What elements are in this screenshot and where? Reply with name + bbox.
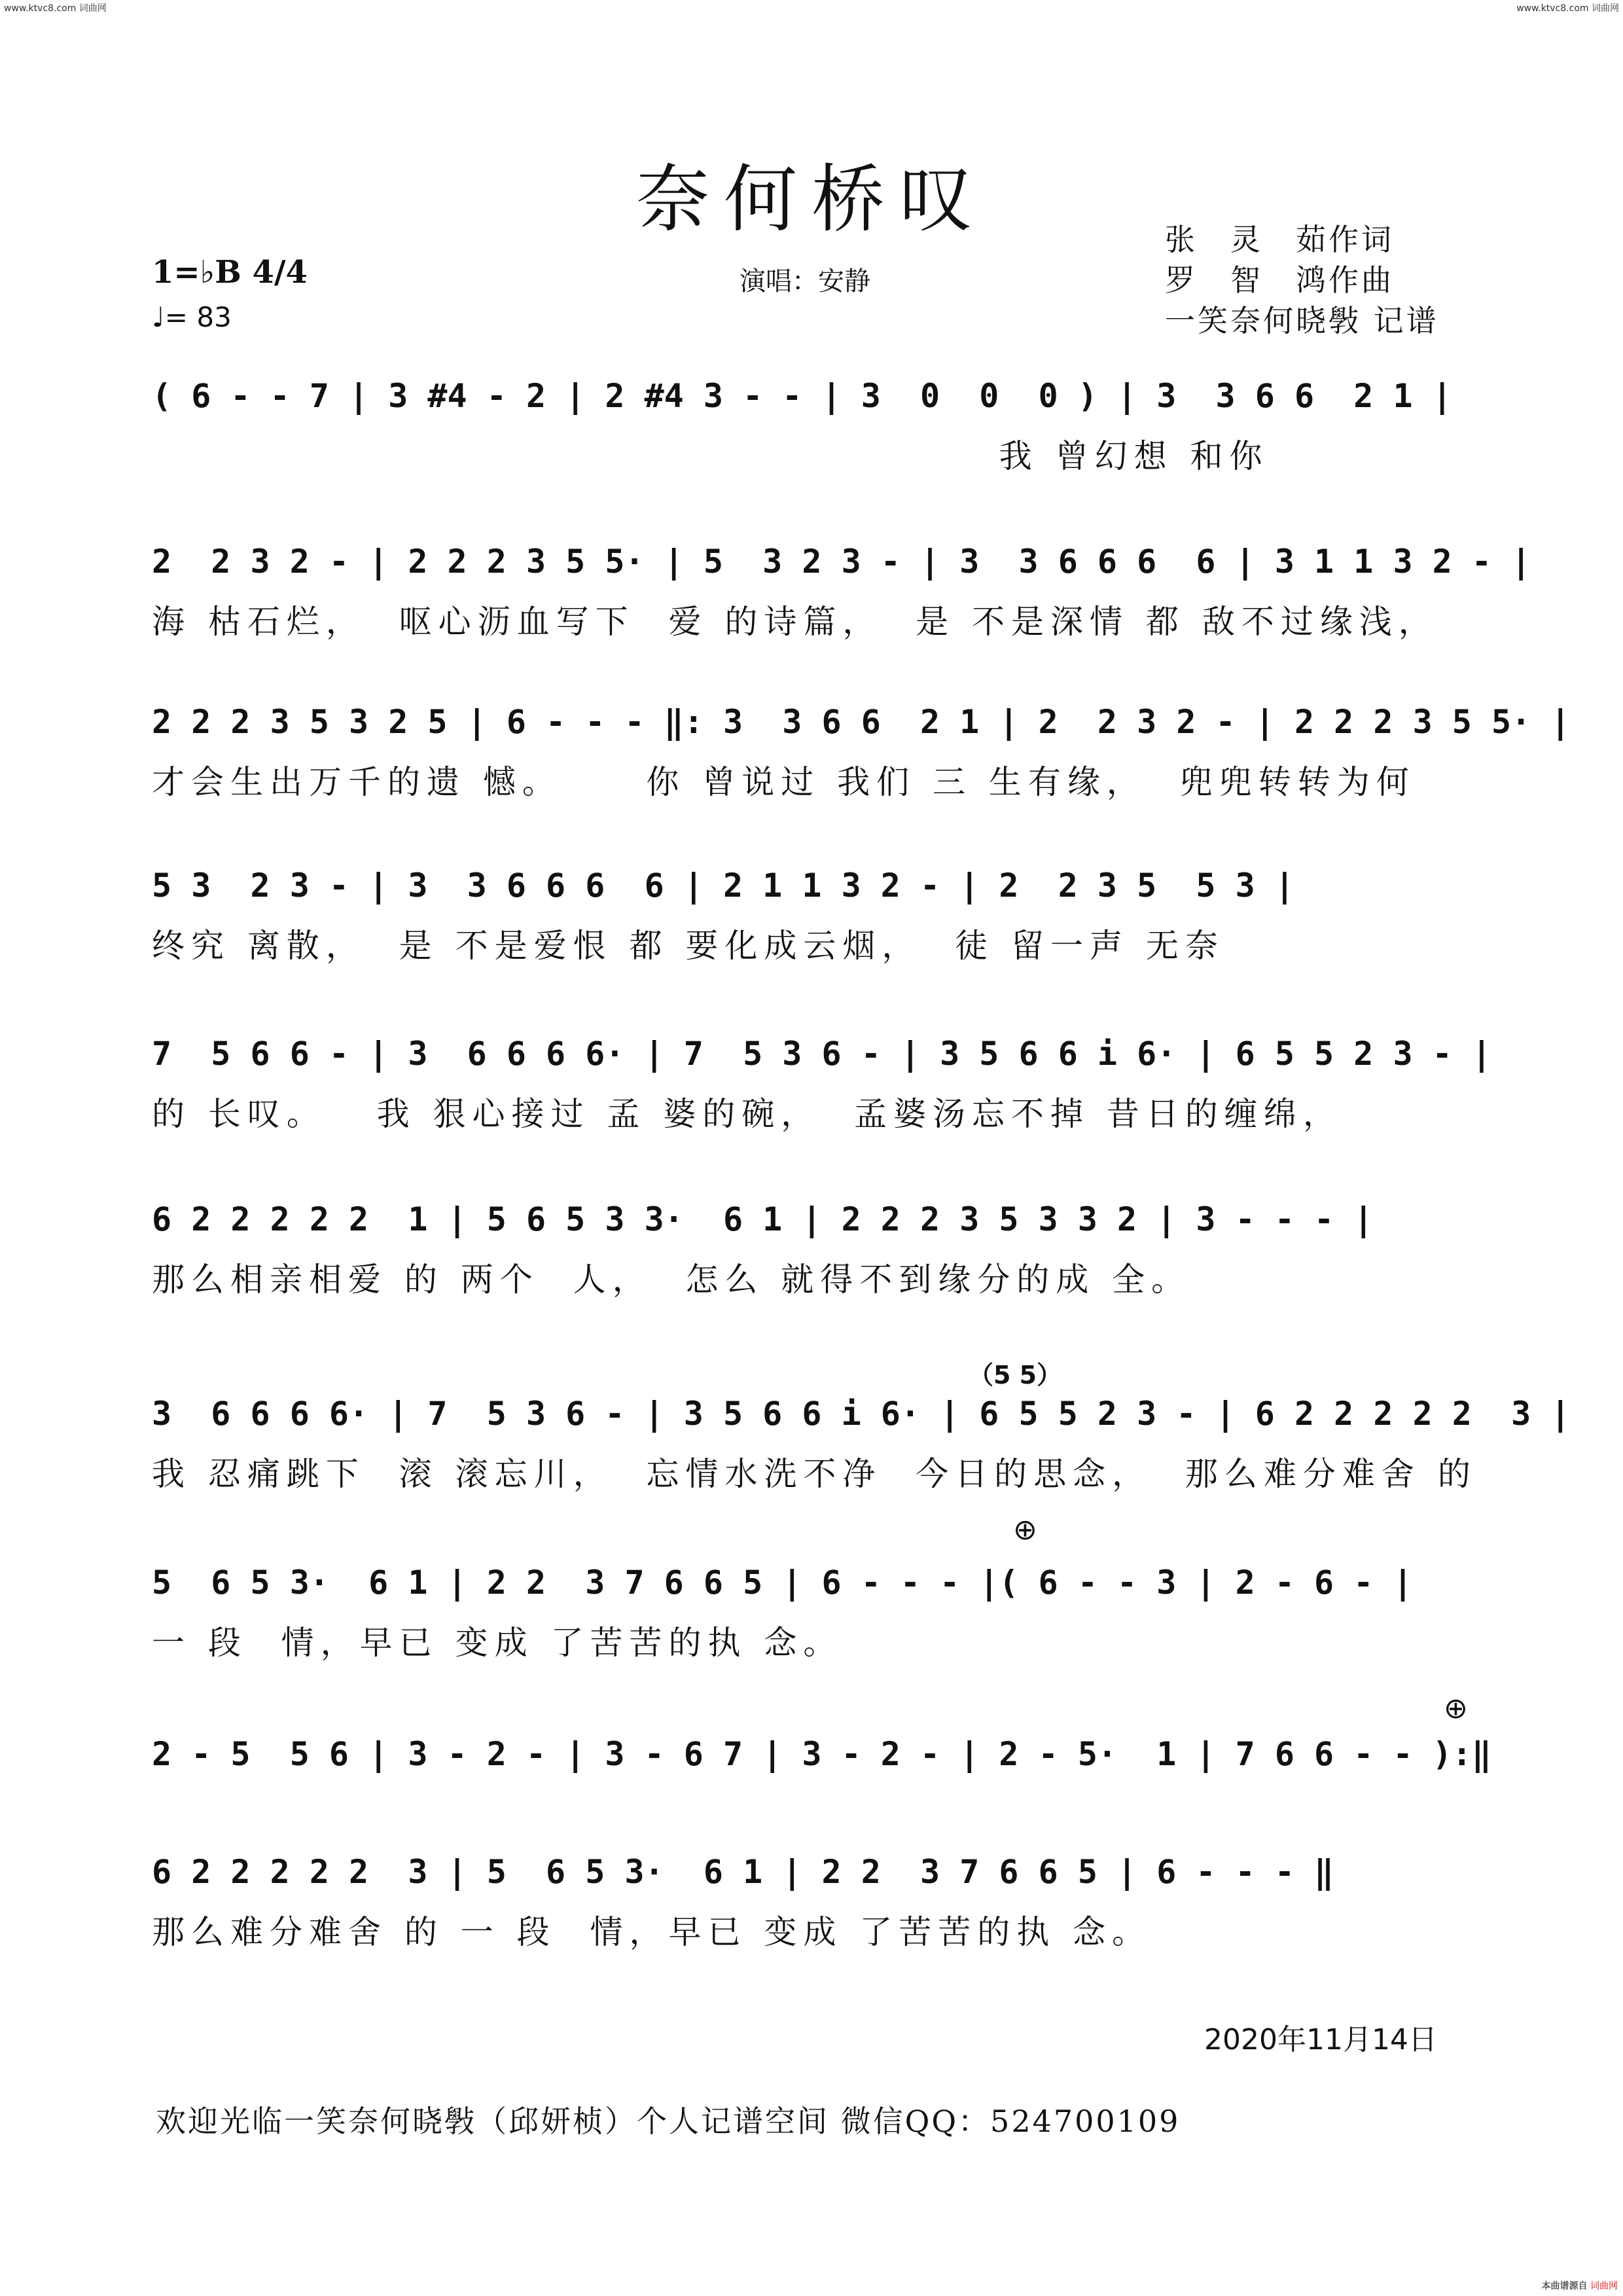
tempo-marking: ♩= 83 (152, 301, 232, 333)
lyrics-line: 的 长叹。 我 狠心接过 孟 婆的碗， 孟婆汤忘不掉 昔日的缠绵， (152, 1095, 1342, 1133)
notes-line: 6 2 2 2 2 2 3 | 5 6 5 3· 6 1 | 2 2 3 7 6 6 5 | 6 - - - ‖ (152, 1853, 1334, 1891)
lyricist-credit: 张 灵 茹作词 (1165, 222, 1394, 257)
date-stamp: 2020年11月14日 (1204, 2023, 1437, 2056)
lyrics-line: 我 忍痛跳下 滚 滚忘川， 忘情水洗不净 今日的思念， 那么难分难舍 的 (152, 1455, 1477, 1493)
ossia-notes: （5 5） (969, 1361, 1062, 1390)
notes-line: 5 3 2 3 - | 3 3 6 6 6 6 | 2 1 1 3 2 - | 2 2 3 5 5 3 | (152, 867, 1294, 905)
song-title: 奈何桥叹 (636, 157, 987, 242)
notes-line: 6 2 2 2 2 2 1 | 5 6 5 3 3· 6 1 | 2 2 2 3 5 3 3 2 | 3 - - - | (152, 1200, 1374, 1238)
coda-sign-icon: ⊕ (1444, 1692, 1468, 1725)
key-signature: 1=♭B 4/4 (152, 254, 308, 291)
lyrics-line: 那么相亲相爱 的 两个 人， 怎么 就得不到缘分的成 全。 (152, 1261, 1191, 1299)
source-badge-site: 词曲网 (1590, 2281, 1618, 2291)
watermark-left: www.ktvc8.com 词曲网 (4, 3, 107, 14)
lyrics-line: 我 曾幻想 和你 (152, 437, 1269, 475)
notes-line: 2 2 2 3 5 3 2 5 | 6 - - - ‖: 3 3 6 6 2 1 | 2 2 3 2 - | 2 2 2 3 5 5· | (152, 703, 1571, 741)
notes-line: 2 - 5 5 6 | 3 - 2 - | 3 - 6 7 | 3 - 2 - | 2 - 5· 1 | 7 6 6 - - ):‖ (152, 1735, 1491, 1773)
notes-line: 3 6 6 6 6· | 7 5 3 6 - | 3 5 6 6 i 6· | 6 5 5 2 3 - | 6 2 2 2 2 2 3 | (152, 1395, 1571, 1433)
source-badge (1542, 2279, 1618, 2292)
notes-line: 7 5 6 6 - | 3 6 6 6 6· | 7 5 3 6 - | 3 5 6 6 i 6· | 6 5 5 2 3 - | (152, 1035, 1491, 1073)
notes-line: ( 6 - - 7 | 3 #4 - 2 | 2 #4 3 - - | 3 0 0 0 ) | 3 3 6 6 2 1 | (152, 377, 1452, 415)
lyrics-line: 终究 离散， 是 不是爱恨 都 要化成云烟， 徒 留一声 无奈 (152, 927, 1224, 965)
transcriber-credit: 一笑奈何晓斅 记谱 (1165, 303, 1439, 338)
singer-label: 演唱：安静 (740, 266, 870, 296)
composer-credit: 罗 智 鸿作曲 (1165, 262, 1394, 298)
coda-sign-icon: ⊕ (1013, 1513, 1037, 1547)
watermark-right: www.ktvc8.com 词曲网 (1516, 3, 1619, 14)
notes-line: 2 2 3 2 - | 2 2 2 3 5 5· | 5 3 2 3 - | 3 3 6 6 6 6 | 3 1 1 3 2 - | (152, 543, 1531, 581)
footer-note: 欢迎光临一笑奈何晓斅（邱妍桢）个人记谱空间 微信QQ：524700109 (156, 2104, 1181, 2139)
lyrics-line: 那么难分难舍 的 一 段 情，早已 变成 了苦苦的执 念。 (152, 1913, 1152, 1951)
lyrics-line: 才会生出万千的遗 憾。 你 曾说过 我们 三 生有缘， 兜兜转转为何 (152, 763, 1416, 801)
source-badge-label: 本曲谱源自 (1541, 2281, 1588, 2291)
lyrics-line: 一 段 情，早已 变成 了苦苦的执 念。 (152, 1624, 843, 1662)
notes-line: 5 6 5 3· 6 1 | 2 2 3 7 6 6 5 | 6 - - - |( 6 - - 3 | 2 - 6 - | (152, 1564, 1413, 1602)
lyrics-line: 海 枯石烂， 呕心沥血写下 爱 的诗篇， 是 不是深情 都 敌不过缘浅， (152, 603, 1438, 641)
